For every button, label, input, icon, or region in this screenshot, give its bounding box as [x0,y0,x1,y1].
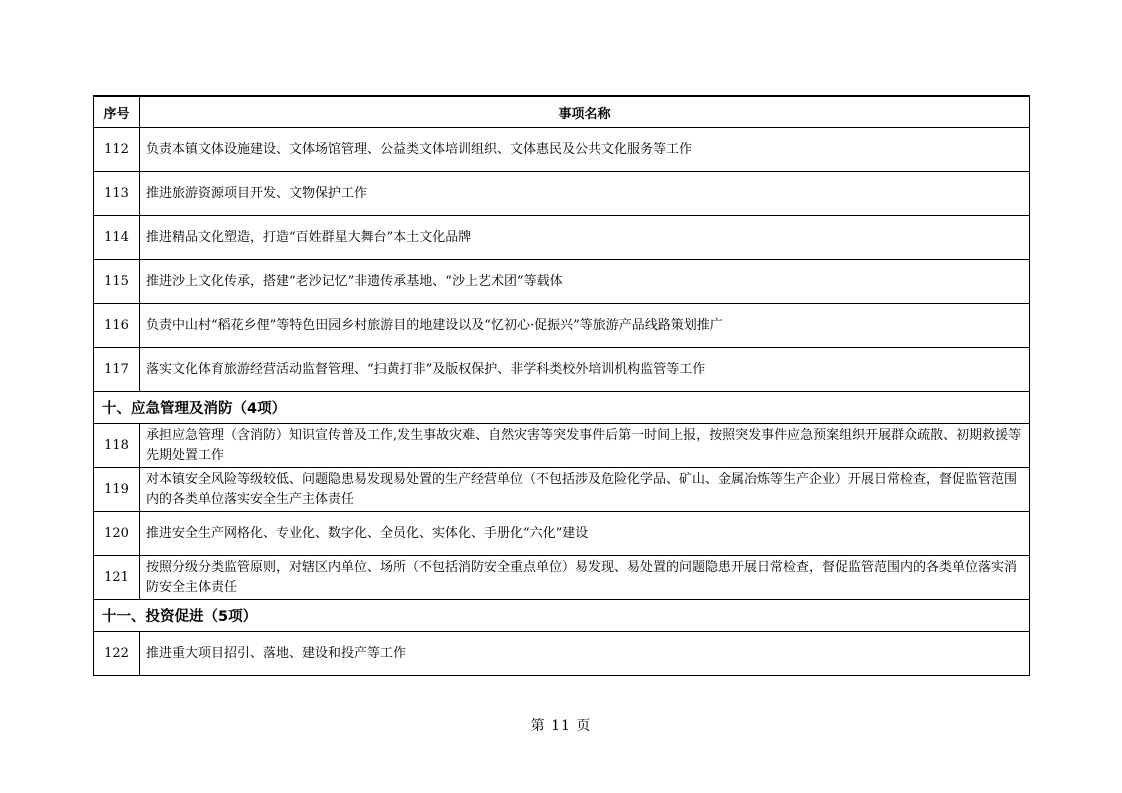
row-number: 113 [94,172,140,216]
row-text: 按照分级分类监管原则，对辖区内单位、场所（不包括消防安全重点单位）易发现、易处置的问题隐患开展日常检查，督促监管范围内的各类单位落实消防安全主体责任 [140,556,1030,600]
row-text: 负责中山村“稻花乡俚”等特色田园乡村旅游目的地建设以及“忆初心·促振兴”等旅游产品线路策划推广 [140,304,1030,348]
table-row [94,512,1030,556]
table-header-row [94,96,1030,128]
column-header-item-name: 事项名称 [140,96,1030,128]
row-text: 承担应急管理（含消防）知识宣传普及工作,发生事故灾难、自然灾害等突发事件后第一时间上报，按照突发事件应急预案组织开展群众疏散、初期救援等先期处置工作 [140,424,1030,468]
row-number: 121 [94,556,140,600]
row-number: 120 [94,512,140,556]
row-text: 推进沙上文化传承，搭建“老沙记忆”非遗传承基地、“沙上艺术团”等载体 [140,260,1030,304]
table-row [94,632,1030,676]
row-number: 112 [94,128,140,172]
row-text: 对本镇安全风险等级较低、问题隐患易发现易处置的生产经营单位（不包括涉及危险化学品、矿山、金属冶炼等生产企业）开展日常检查，督促监管范围内的各类单位落实安全生产主体责任 [140,468,1030,512]
row-text: 推进重大项目招引、落地、建设和投产等工作 [140,632,1030,676]
row-text: 推进安全生产网格化、专业化、数字化、全员化、实体化、手册化“六化”建设 [140,512,1030,556]
table-row [94,424,1030,468]
row-text: 负责本镇文体设施建设、文体场馆管理、公益类文体培训组织、文体惠民及公共文化服务等工作 [140,128,1030,172]
table-row [94,128,1030,172]
row-text: 落实文化体育旅游经营活动监督管理、“扫黄打非”及版权保护、非学科类校外培训机构监管等工作 [140,348,1030,392]
table-row [94,260,1030,304]
table-row [94,348,1030,392]
section-heading-emergency: 十、应急管理及消防（4项） [94,392,1030,424]
table-row [94,556,1030,600]
section-row [94,392,1030,424]
row-text: 推进精品文化塑造，打造“百姓群星大舞台”本土文化品牌 [140,216,1030,260]
row-number: 115 [94,260,140,304]
table-row [94,468,1030,512]
table-row [94,216,1030,260]
column-header-number: 序号 [94,96,140,128]
row-number: 116 [94,304,140,348]
matters-table [93,95,1030,676]
table-row [94,304,1030,348]
section-row [94,600,1030,632]
row-number: 122 [94,632,140,676]
row-number: 119 [94,468,140,512]
row-text: 推进旅游资源项目开发、文物保护工作 [140,172,1030,216]
table-row [94,172,1030,216]
row-number: 114 [94,216,140,260]
row-number: 117 [94,348,140,392]
page-number: 第 11 页 [530,718,592,734]
row-number: 118 [94,424,140,468]
section-heading-investment: 十一、投资促进（5项） [94,600,1030,632]
